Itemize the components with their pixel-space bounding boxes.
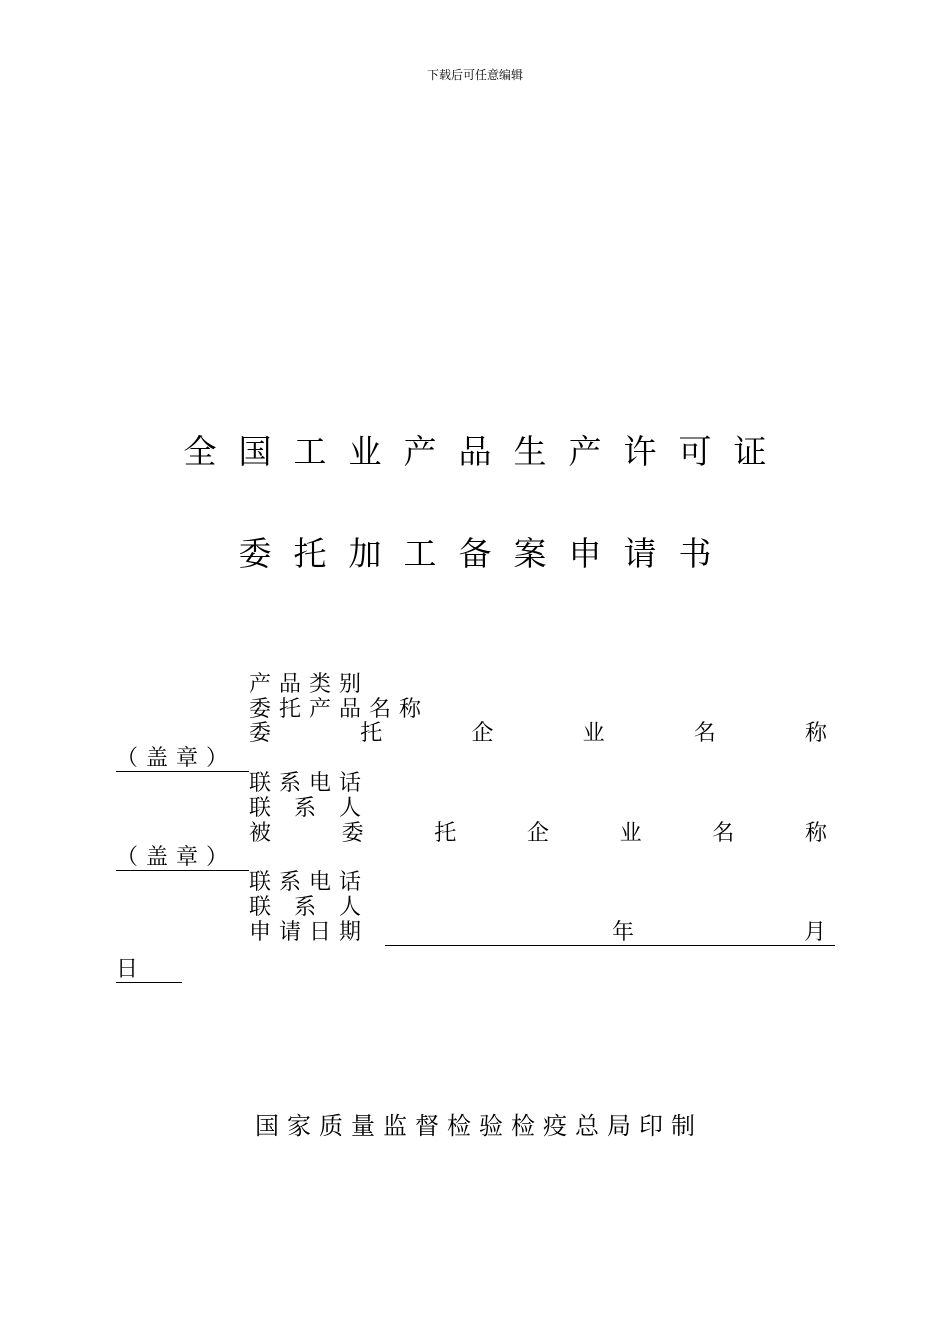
entrusted-company-char: 企	[526, 821, 549, 846]
entrusted-company-char: 被	[249, 821, 272, 846]
entrusted-company-char: 业	[619, 821, 642, 846]
entrusted-company-char: 委	[341, 821, 364, 846]
entrusting-company-char: 称	[804, 721, 827, 746]
phone-label-entrusting: 联系电话	[249, 771, 370, 796]
day-label: 日	[116, 957, 139, 982]
entrusted-company-char: 托	[434, 821, 457, 846]
entrusting-company-char: 企	[471, 721, 494, 746]
entrusting-company-char: 委	[249, 721, 272, 746]
product-category-label: 产品类别	[249, 672, 370, 697]
seal-label-entrusting: （盖章）	[116, 746, 237, 771]
issuer-text: 国家质量监督检验检疫总局印制	[255, 1112, 703, 1140]
entrusting-company-char: 托	[360, 721, 383, 746]
apply-date-underline	[385, 945, 835, 946]
month-label: 月	[804, 920, 827, 945]
entrusted-company-char: 名	[712, 821, 735, 846]
entrusting-company-char: 名	[693, 721, 716, 746]
entrusting-company-name-label	[249, 721, 827, 747]
seal-label-entrusted: （盖章）	[116, 845, 237, 870]
year-label: 年	[612, 920, 635, 945]
contact-label-entrusting: 联 系 人	[249, 796, 369, 821]
entrusted-company-char: 称	[804, 821, 827, 846]
day-underline	[116, 982, 182, 983]
apply-date-label: 申请日期	[249, 920, 370, 945]
phone-label-entrusted: 联系电话	[249, 870, 370, 895]
entrusted-product-name-label: 委托产品名称	[249, 697, 430, 722]
entrusting-company-char: 业	[582, 721, 605, 746]
seal-underline-entrusting	[116, 771, 249, 772]
seal-underline-entrusted	[116, 870, 249, 871]
document-title-line2: 委托加工备案申请书	[238, 534, 734, 573]
header-note: 下载后可任意编辑	[426, 68, 523, 82]
contact-label-entrusted: 联 系 人	[249, 895, 369, 920]
entrusted-company-name-label	[249, 821, 827, 847]
document-title-line1: 全国工业产品生产许可证	[183, 432, 789, 471]
